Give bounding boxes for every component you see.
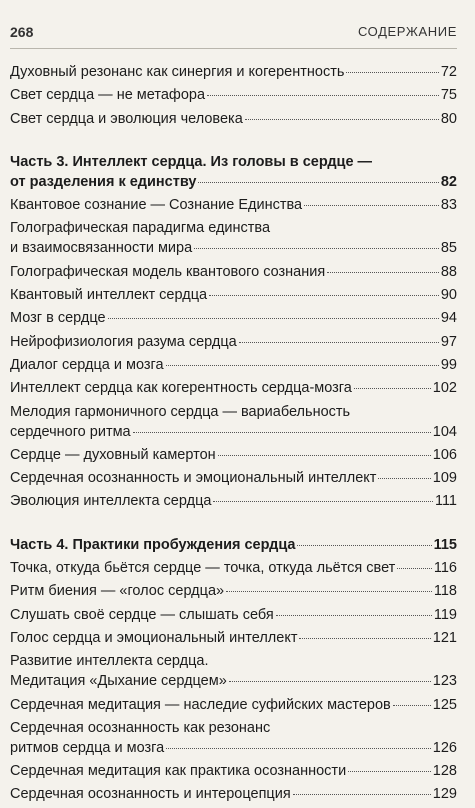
toc-entry-title: Квантовое сознание — Сознание Единства [10,197,303,214]
toc-entry[interactable] [10,468,457,488]
dot-leader [198,182,438,183]
dot-leader [297,545,431,546]
part-4-entries [10,558,457,804]
toc-entry-page: 90 [440,287,457,304]
running-title: СОДЕРЖАНИЕ [357,24,457,39]
toc-entry[interactable] [10,558,457,578]
toc-entry-page: 128 [432,763,457,780]
toc-entry-page: 75 [440,87,457,104]
toc-entry-title: ритмов сердца и мозга [10,739,165,756]
dot-leader [213,501,433,502]
toc-entry-page: 83 [440,197,457,214]
toc-entry-title-line1: Голографическая парадигма единства [10,220,271,237]
toc-entry[interactable] [10,62,457,82]
dot-leader [218,455,431,456]
toc-entry-page: 88 [440,263,457,280]
toc-entry-title: Точка, откуда бьётся сердце — точка, откуда льётся свет [10,560,396,577]
toc-entry-page: 126 [432,739,457,756]
toc-entry[interactable] [10,85,457,105]
toc-entry-page: 97 [440,333,457,350]
toc-entry-title: Квантовый интеллект сердца [10,287,208,304]
part-3-heading [10,152,457,192]
toc-entry[interactable] [10,355,457,375]
dot-leader [239,342,439,343]
toc-entry[interactable] [10,402,457,442]
toc-entry[interactable] [10,651,457,691]
toc-entry[interactable] [10,581,457,601]
toc-entry-page: 94 [440,310,457,327]
dot-leader [293,794,431,795]
part-3-page: 82 [440,173,457,190]
toc-entry[interactable] [10,378,457,398]
part-3-title-line1: Часть 3. Интеллект сердца. Из головы в сердце — [10,153,373,170]
dot-leader [348,771,431,772]
toc-entry-title: Сердце — духовный камертон [10,446,216,463]
toc-entry-page: 106 [432,446,457,463]
toc-entry[interactable] [10,605,457,625]
toc-entry[interactable] [10,262,457,282]
page-header [10,18,457,49]
toc-entry-title-line1: Мелодия гармоничного сердца — вариабельность [10,403,351,420]
toc-entry[interactable] [10,285,457,305]
toc-entry-title: Сердечная медитация — наследие суфийских мастеров [10,696,391,713]
toc-entry[interactable] [10,491,457,511]
toc-entry-title-line1: Развитие интеллекта сердца. [10,653,209,670]
toc-entry[interactable] [10,195,457,215]
toc-entry-page: 104 [432,423,457,440]
toc-entry-page: 125 [432,696,457,713]
table-of-contents [10,62,457,808]
toc-entry-title: Сердечная осознанность и интероцепция [10,786,291,803]
dot-leader [397,568,432,569]
toc-entry-title-line1: Сердечная осознанность как резонанс [10,719,271,736]
toc-entry-title: Ритм биения — «голос сердца» [10,583,225,600]
toc-entry-title: Диалог сердца и мозга [10,356,164,373]
toc-entry-page: 123 [432,673,457,690]
dot-leader [276,615,432,616]
toc-entry[interactable] [10,628,457,648]
toc-entry-title: Сердечная медитация как практика осознанности [10,763,347,780]
toc-entry-title: Мозг в сердце [10,310,106,327]
toc-entry-title: и взаимосвязанности мира [10,240,193,257]
dot-leader [133,432,431,433]
toc-entry-page: 111 [434,493,457,510]
toc-entry-page: 118 [433,583,457,600]
toc-entry-title: Духовный резонанс как синергия и когерентность [10,64,345,80]
toc-entry-title: Голографическая модель квантового сознания [10,263,326,280]
toc-entry[interactable] [10,718,457,758]
toc-entry-title: Голос сердца и эмоциональный интеллект [10,629,298,646]
toc-entry-title: Нейрофизиология разума сердца [10,333,237,350]
toc-entry[interactable] [10,332,457,352]
toc-entry-page: 129 [432,786,457,803]
dot-leader [166,748,431,749]
page-number: 268 [10,24,34,40]
toc-entry-page: 116 [433,560,457,577]
toc-entry[interactable] [10,109,457,129]
dot-leader [346,72,438,73]
dot-leader [166,365,439,366]
toc-entry-page: 119 [433,606,457,623]
dot-leader [226,591,432,592]
dot-leader [299,638,430,639]
dot-leader [207,95,439,96]
toc-entry[interactable] [10,308,457,328]
dot-leader [245,119,439,120]
dot-leader [304,205,439,206]
toc-entry-title: Свет сердца — не метафора [10,87,206,104]
toc-entry-page: 109 [432,470,457,487]
dot-leader [393,705,431,706]
part-4-heading [10,535,457,555]
toc-entry-title: Медитация «Дыхание сердцем» [10,673,227,690]
toc-entry-title: Слушать своё сердце — слышать себя [10,606,274,623]
dot-leader [209,295,439,296]
dot-leader [194,248,439,249]
toc-entry-title: Эволюция интеллекта сердца [10,493,212,510]
toc-entry[interactable] [10,445,457,465]
toc-entry-page: 72 [440,64,457,80]
intro-entries [10,62,457,129]
part-3-entries [10,195,457,511]
toc-entry-title: Сердечная осознанность и эмоциональный интеллект [10,470,377,487]
part-4-title: Часть 4. Практики пробуждения сердца [10,536,296,553]
dot-leader [108,318,439,319]
toc-entry-title: сердечного ритма [10,423,131,440]
dot-leader [354,388,431,389]
dot-leader [229,681,431,682]
toc-entry-title: Свет сердца и эволюция человека [10,110,243,127]
toc-entry-page: 102 [432,380,457,397]
toc-entry-page: 121 [432,629,457,646]
part-3-title-line2: от разделения к единству [10,173,197,190]
dot-leader [327,272,439,273]
part-4-page: 115 [433,536,457,553]
toc-entry-page: 99 [440,356,457,373]
toc-entry[interactable] [10,695,457,715]
toc-entry-page: 80 [440,110,457,127]
toc-entry[interactable] [10,761,457,781]
toc-entry[interactable] [10,784,457,804]
toc-entry[interactable] [10,218,457,258]
toc-entry-title: Интеллект сердца как когерентность сердца-мозга [10,380,352,397]
dot-leader [378,478,430,479]
toc-entry-page: 85 [440,240,457,257]
